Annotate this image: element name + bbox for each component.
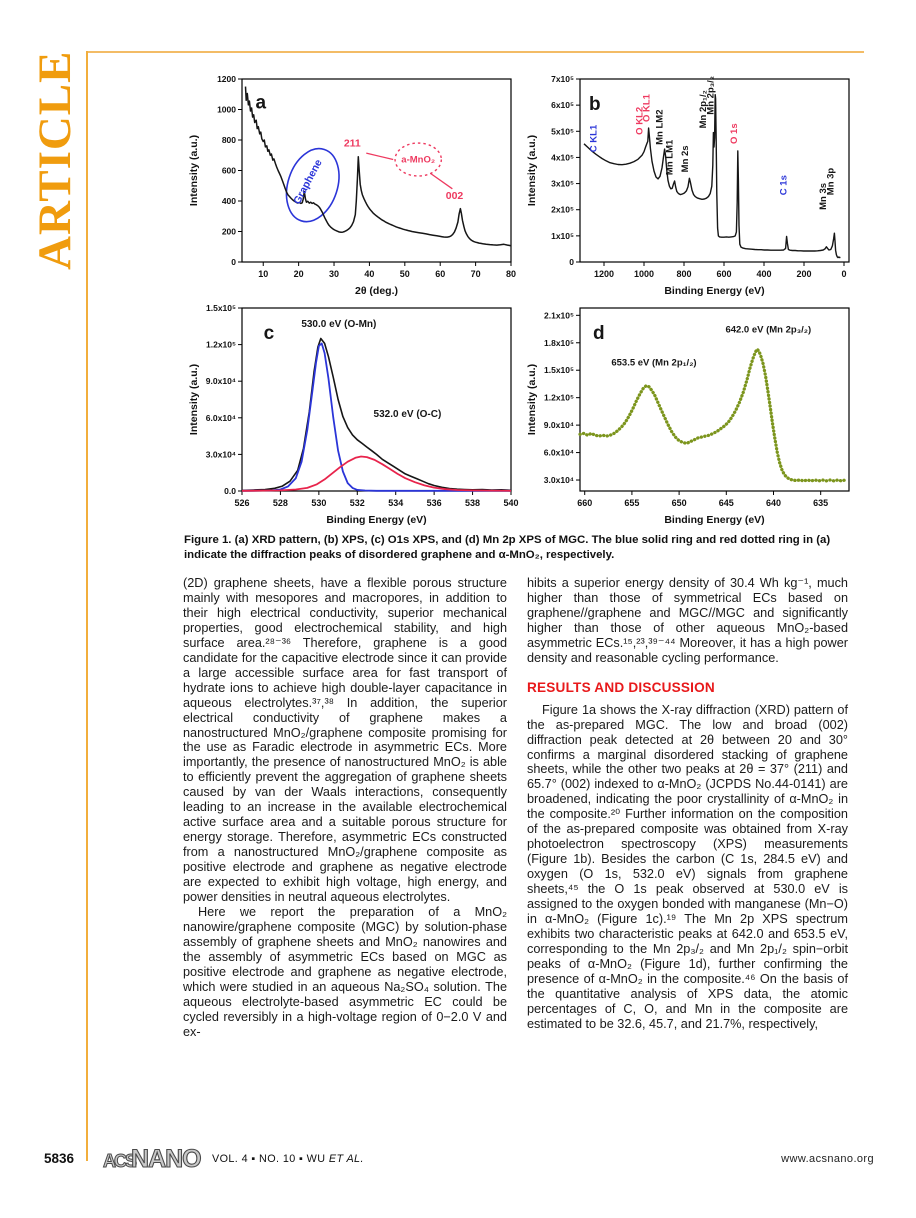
svg-text:655: 655 [624,498,640,508]
website-url: www.acsnano.org [781,1153,874,1165]
svg-text:200: 200 [221,226,236,237]
svg-text:0: 0 [569,257,574,267]
left-vertical-rule [86,51,88,1161]
svg-text:002: 002 [445,189,464,202]
svg-text:Mn LM2: Mn LM2 [654,109,666,145]
svg-text:536: 536 [426,498,442,508]
svg-text:650: 650 [671,498,687,508]
journal-logo-acs: ACS [103,1151,136,1171]
svg-text:Intensity (a.u.): Intensity (a.u.) [188,134,200,207]
figure-caption: Figure 1. (a) XRD pattern, (b) XPS, (c) O1s XPS, and (d) Mn 2p XPS of MGC. The blue solid ring and red dotted ring in (a) indicate the diffraction peaks of disordered graphene and α-MnO₂, respectively. [184,534,831,562]
journal-logo-nano: NANO [131,1145,201,1173]
paragraph: hibits a superior energy density of 30.4 Wh kg⁻¹, much higher than those of symmetrical ECs based on graphene//graphene and MGC//MGC and significantly higher than those of other aqueous MnO₂-based asymmetric ECs.¹⁵,²³,³⁹⁻⁴⁴ Moreover, it has a high power density and reasonable cycling performance. [527,576,848,665]
page-number: 5836 [44,1151,75,1166]
svg-text:1000: 1000 [633,269,655,279]
authors-et-al: ET AL. [328,1153,364,1165]
svg-text:538: 538 [465,498,481,508]
svg-text:0: 0 [231,257,236,267]
figure-panel-d-mn2p-xps [524,299,862,528]
svg-text:1.8x10⁵: 1.8x10⁵ [544,337,574,348]
svg-text:530.0 eV (O-Mn): 530.0 eV (O-Mn) [301,319,377,331]
svg-text:642.0 eV (Mn 2p₃/₂): 642.0 eV (Mn 2p₃/₂) [725,324,812,336]
svg-text:Mn LM1: Mn LM1 [664,139,676,176]
svg-text:9.0x10⁴: 9.0x10⁴ [205,376,236,387]
svg-text:640: 640 [765,498,782,508]
article-sidebar-label: ARTICLE [29,50,81,270]
svg-text:60: 60 [435,269,446,279]
svg-text:600: 600 [716,269,732,279]
svg-text:b: b [588,94,601,116]
svg-text:6x10⁵: 6x10⁵ [551,100,574,111]
top-horizontal-rule [86,51,864,53]
svg-text:3.0x10⁴: 3.0x10⁴ [543,475,574,486]
svg-text:a: a [255,92,267,114]
svg-text:d: d [593,323,605,345]
svg-text:5x10⁵: 5x10⁵ [551,126,574,137]
svg-text:Intensity (a.u.): Intensity (a.u.) [526,363,538,436]
volume-issue: VOL. 4 ▪ NO. 10 ▪ WU [212,1153,329,1165]
svg-text:Binding Energy (eV): Binding Energy (eV) [326,514,427,526]
svg-text:Mn 3s: Mn 3s [817,182,829,210]
svg-text:635: 635 [813,498,829,508]
svg-text:4x10⁵: 4x10⁵ [551,152,574,163]
paragraph: Figure 1a shows the X-ray diffraction (XRD) pattern of the as-prepared MGC. The low and broad (002) diffraction peak detected at 2θ between 20 and 30° confirms a marginal disordered stacking of graphene sheets, while the other two peaks at 2θ = 37° (211) and 65.7° (002) indexed to α-MnO₂ (JCPDS No.44-0141) are broadened, indicating the poor crystallinity of α-MnO₂ in the composite.²⁰ Further information on the composition of the as-prepared composite was obtained from X-ray photoelectron spectroscopy (XPS) measurements (Figure 1b). Besides the carbon (C 1s, 284.5 eV) and oxygen (O 1s, 532.0 eV) signals from graphene sheets,⁴⁵ the O 1s peak observed at 530.0 eV is assigned to the oxygen bonded with manganese (Mn−O) in α-MnO₂ (Figure 1c).¹⁹ The Mn 2p XPS spectrum exhibits two characteristic peaks at 642.0 and 653.5 eV, corresponding to the Mn 2p₃/₂ and Mn 2p₁/₂ spin−orbit peaks of α-MnO₂ (Figure 1d), further confirming the presence of α-MnO₂ in the composite.⁴⁶ On the basis of the quantitative analysis of XPS data, the atomic percentages of C, O, and Mn in the composite are estimated to be 32.6, 45.7, and 21.7%, respectively, [527,702,848,1031]
paragraph: (2D) graphene sheets, have a flexible porous structure mainly with mesopores and macropores, in addition to their high electrical conductivity, superior mechanical properties, good electrochemical stability, and high surface area.²⁸⁻³⁶ Therefore, graphene is a good candidate for the capacitive electrode since it can provide a large accessible surface area for fast transport of hydrate ions to achieve high double-layer capacitance in aqueous electrolytes.³⁷,³⁸ In addition, the superior electrical conductivity of graphene makes a nanostructured MnO₂/graphene composite promising for the use as Faradic electrode in asymmetric ECs. More importantly, the presence of nanostructured MnO₂ is able to efficiently prevent the aggregation of graphene sheets caused by van der Waals interactions, consequently leading to an increase in the available electrochemical active surface area and a suitable porous structure for energy storage. Therefore, asymmetric ECs constructed from a nanostructured MnO₂/graphene composite as positive electrode and graphene as negative electrode are expected to exhibit high voltage, high energy, and power densities in neutral aqueous electrolytes. [183,576,507,905]
svg-text:6.0x10⁴: 6.0x10⁴ [205,412,236,423]
svg-text:6.0x10⁴: 6.0x10⁴ [543,447,574,458]
svg-text:528: 528 [272,498,288,508]
svg-text:C 1s: C 1s [778,175,790,196]
svg-text:Binding Energy (eV): Binding Energy (eV) [664,285,765,297]
svg-text:30: 30 [329,269,340,279]
svg-text:532: 532 [349,498,365,508]
svg-text:Intensity (a.u.): Intensity (a.u.) [188,363,200,436]
svg-text:653.5 eV (Mn 2p₁/₂): 653.5 eV (Mn 2p₁/₂) [611,357,697,369]
svg-text:Mn 2s: Mn 2s [679,145,691,173]
svg-text:1x10⁵: 1x10⁵ [551,230,574,241]
svg-text:2x10⁵: 2x10⁵ [551,204,574,215]
section-heading-results: RESULTS AND DISCUSSION [527,679,715,695]
svg-text:Intensity (a.u.): Intensity (a.u.) [526,134,538,207]
svg-text:400: 400 [756,269,772,279]
svg-text:Binding Energy (eV): Binding Energy (eV) [664,514,765,526]
svg-text:a-MnO₂: a-MnO₂ [401,154,436,166]
svg-text:540: 540 [503,498,519,508]
svg-text:O 1s: O 1s [729,123,741,144]
svg-text:c: c [263,323,275,345]
left-text-column [183,576,507,1040]
svg-text:1.5x10⁵: 1.5x10⁵ [544,365,574,376]
svg-text:Graphene: Graphene [291,157,325,207]
figure-panel-a-xrd [186,70,524,299]
svg-text:532.0 eV (O-C): 532.0 eV (O-C) [373,408,442,420]
svg-text:1.2x10⁵: 1.2x10⁵ [544,392,574,403]
svg-text:0.0: 0.0 [224,486,236,496]
svg-text:80: 80 [505,269,517,279]
svg-text:C KL1: C KL1 [588,124,600,153]
journal-logo [103,1145,201,1174]
svg-text:O KL1: O KL1 [641,94,653,123]
svg-text:20: 20 [293,269,304,279]
svg-text:1200: 1200 [217,74,236,84]
svg-text:O KL2: O KL2 [634,106,646,135]
svg-text:1.5x10⁵: 1.5x10⁵ [206,303,236,313]
figure-panel-b-xps-survey [524,70,862,299]
svg-text:530: 530 [311,498,327,508]
right-text-column [527,576,848,1032]
svg-text:1000: 1000 [217,104,236,115]
svg-text:3.0x10⁴: 3.0x10⁴ [205,449,236,460]
svg-text:600: 600 [221,165,236,176]
svg-text:400: 400 [221,196,236,206]
svg-text:2θ (deg.): 2θ (deg.) [354,285,399,297]
svg-text:1.2x10⁵: 1.2x10⁵ [206,339,236,350]
svg-text:Mn 2p₁/₂: Mn 2p₁/₂ [697,90,709,129]
svg-text:200: 200 [796,269,812,279]
page-footer [0,1143,916,1183]
svg-text:800: 800 [676,269,692,279]
svg-text:Mn 3p: Mn 3p [825,167,837,196]
svg-text:10: 10 [258,269,269,279]
volume-issue-authors [212,1153,364,1165]
svg-text:645: 645 [718,498,734,508]
svg-text:7x10⁵: 7x10⁵ [551,74,574,84]
svg-text:800: 800 [221,135,236,145]
svg-text:211: 211 [343,137,361,150]
paragraph: Here we report the preparation of a MnO₂ nanowire/graphene composite (MGC) by solution-phase assembly of graphene sheets and MnO₂ nanowires and the assembly of asymmetric ECs based on MGC as positive electrode and graphene as negative electrode, which were studied in an aqueous Na₂SO₄ solution. The aqueous electrolyte-based asymmetric EC could be cycled reversibly in a high-voltage region of 0−2.0 V and ex- [183,904,507,1039]
svg-text:526: 526 [234,498,250,508]
svg-text:40: 40 [364,269,375,279]
svg-text:0: 0 [841,269,847,279]
svg-text:1200: 1200 [593,269,615,279]
svg-text:50: 50 [399,269,410,279]
svg-text:534: 534 [388,498,404,508]
svg-text:3x10⁵: 3x10⁵ [551,178,574,189]
svg-text:70: 70 [470,269,481,279]
svg-text:660: 660 [577,498,593,508]
svg-text:Mn 2p₃/₂: Mn 2p₃/₂ [705,75,717,115]
svg-text:9.0x10⁴: 9.0x10⁴ [543,420,574,431]
svg-text:2.1x10⁵: 2.1x10⁵ [544,310,574,321]
figure-1 [186,70,862,528]
figure-panel-c-o1s-xps [186,299,524,528]
